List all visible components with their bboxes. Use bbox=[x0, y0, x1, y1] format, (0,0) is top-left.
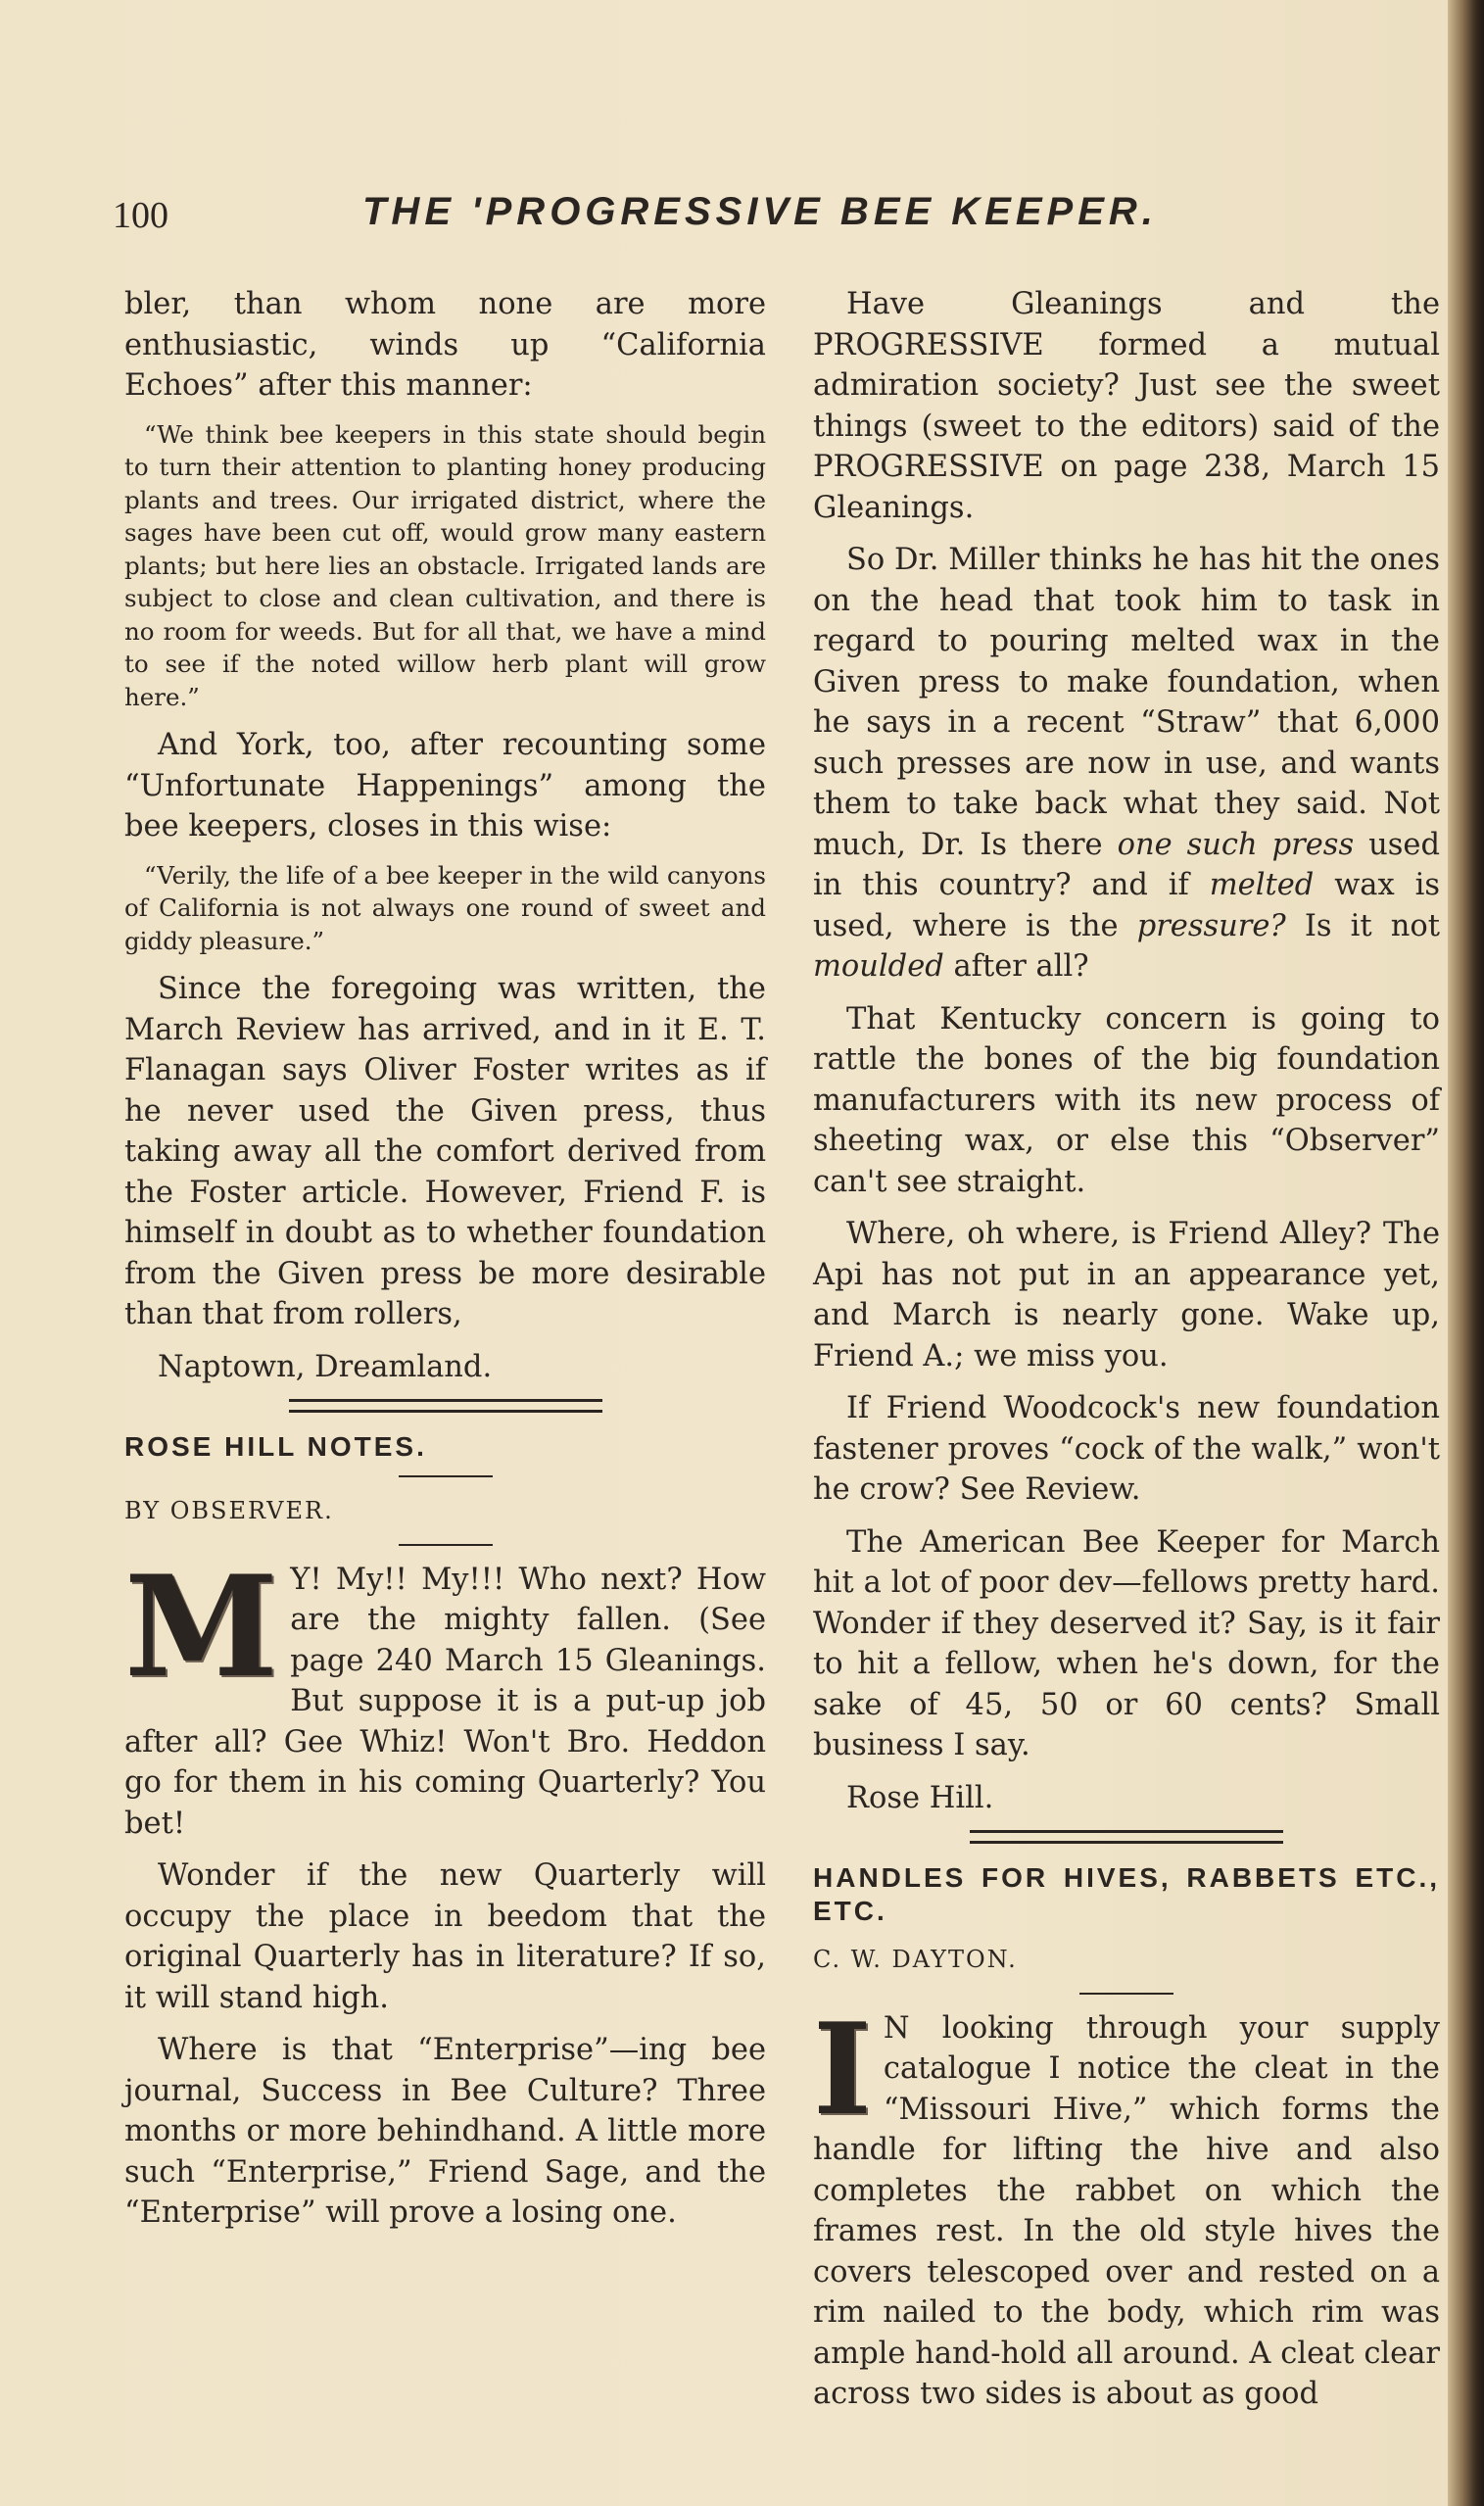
article-byline: C. W. DAYTON. bbox=[813, 1946, 1018, 1973]
paragraph: M Y! My!! My!!! Who next? How are the mighty fallen. (See page 240 March 15 Gleanings. But suppose it is a put-up job after all? Gee Whiz! Won't Bro. Heddon go for them in his coming Quarterly? You bet! bbox=[124, 1545, 766, 1841]
article-title: ROSE HILL NOTES. bbox=[124, 1431, 427, 1462]
byline-rule bbox=[1079, 1993, 1173, 1995]
page-number: 100 bbox=[113, 195, 168, 236]
title-rule bbox=[399, 1475, 493, 1477]
paragraph: I N looking through your supply catalogue I notice the cleat in the “Missouri Hive,” which forms the handle for lifting the hive and also completes the rabbet on which the frames rest. In the old style hives the covers telescoped over and rested on a rim nailed to the body, which rim was ample hand-hold all around. A cleat clear across two sides is about as good bbox=[813, 1996, 1440, 2411]
right-column bbox=[813, 284, 1440, 2427]
paragraph: Have Gleanings and the PROGRESSIVE formed a mutual admiration society? Just see the sweet things (sweet to the editors) said of the PROGRESSIVE on page 238, March 15 Gleanings. bbox=[813, 287, 1440, 525]
block-quote: “Verily, the life of a bee keeper in the wild canyons of California is not always one round of sweet and giddy pleasure.” bbox=[124, 860, 766, 955]
signoff: Naptown, Dreamland. bbox=[158, 1349, 493, 1384]
block-quote: “We think bee keepers in this state should begin to turn their attention to planting honey producing plants and trees. Our irrigated district, where the sages have been cut off, would grow many eastern plants; but here lies an obstacle. Irrigated lands are subject to close and clean cultivation, and there is no room for weeds. But for all that, we have a mind to see if the noted willow herb plant will grow here.” bbox=[124, 419, 766, 711]
paragraph: If Friend Woodcock's new foundation fastener proves “cock of the walk,” won't he crow? See Review. bbox=[813, 1391, 1440, 1507]
section-divider bbox=[970, 1830, 1283, 1844]
drop-cap: M bbox=[124, 1545, 279, 1709]
paragraph: The American Bee Keeper for March hit a lot of poor dev—fellows pretty hard. Wonder if they deserved it? Say, is it fair to hit a fellow, when he's down, for the sake of 45, 50 or 60 cents? Small business I say. bbox=[813, 1524, 1440, 1762]
section-divider bbox=[289, 1399, 602, 1413]
paragraph: bler, than whom none are more enthusiastic, winds up “California Echoes” after this manner: bbox=[124, 287, 766, 403]
page-header bbox=[113, 186, 1445, 245]
paragraph: Wonder if the new Quarterly will occupy the place in beedom that the original Quarterly has in literature? If so, it will stand high. bbox=[124, 1858, 766, 2015]
paragraph: So Dr. Miller thinks he has hit the ones on the head that took him to task in regard to pouring melted wax in the Given press to make foundation, when he says in a recent “Straw” that 6,000 such presses are now in use, and wants them to take back what they said. Not much, Dr. Is there one such press used in this country? and if melted wax is used, where is the pressure? Is it not moulded after all? bbox=[813, 543, 1440, 984]
paragraph: And York, too, after recounting some “Unfortunate Happenings” among the bee keepers, closes in this wise: bbox=[124, 728, 766, 843]
article-title: HANDLES FOR HIVES, RABBETS ETC., ETC. bbox=[813, 1862, 1440, 1926]
book-spine-shadow bbox=[1448, 0, 1484, 2506]
article-byline: BY OBSERVER. bbox=[124, 1497, 334, 1524]
left-column bbox=[124, 284, 766, 2245]
paragraph: Where is that “Enterprise”—ing bee journal, Success in Bee Culture? Three months or more behindhand. A little more such “Enterprise,” Friend Sage, and the “Enterprise” will prove a losing one. bbox=[124, 2033, 766, 2230]
paragraph: Since the foregoing was written, the March Review has arrived, and in it E. T. Flanagan says Oliver Foster writes as if he never used the Given press, thus taking away all the comfort derived from the Foster article. However, Friend F. is himself in doubt as to whether foundation from the Given press be more desirable than that from rollers, bbox=[124, 972, 766, 1331]
paragraph: Where, oh where, is Friend Alley? The Api has not put in an appearance yet, and March is nearly gone. Wake up, Friend A.; we miss you. bbox=[813, 1217, 1440, 1373]
byline-rule bbox=[399, 1544, 493, 1546]
signoff: Rose Hill. bbox=[846, 1780, 994, 1815]
running-title: THE 'PROGRESSIVE BEE KEEPER. bbox=[362, 190, 1158, 233]
paragraph: That Kentucky concern is going to rattle the bones of the big foundation manufacturers with its new process of sheeting wax, or else this “Observer” can't see straight. bbox=[813, 1001, 1440, 1199]
drop-cap: I bbox=[813, 1996, 872, 2144]
